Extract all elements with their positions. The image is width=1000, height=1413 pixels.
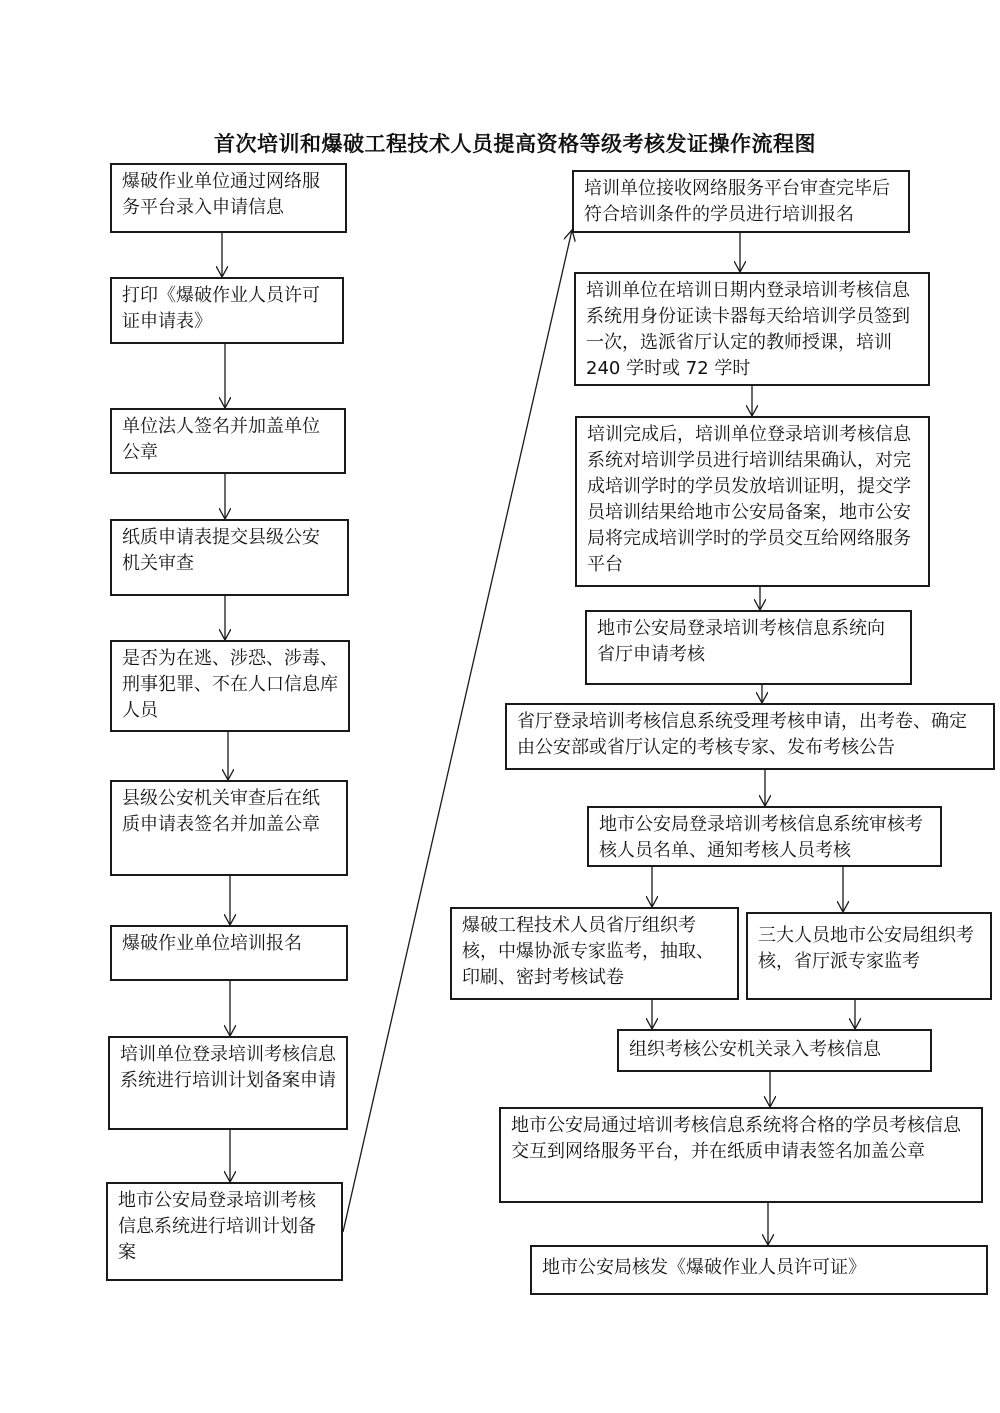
step-label: 纸质申请表提交县级公安机关审查 [122,527,320,574]
step-left-3 [110,408,346,474]
step-label: 组织考核公安机关录入考核信息 [629,1039,881,1060]
step-right-1 [572,170,910,233]
step-label: 爆破作业单位通过网络服务平台录入申请信息 [122,171,320,218]
step-label: 地市公安局通过培训考核信息系统将合格的学员考核信息交互到网络服务平台，并在纸质申请表签名加盖公章 [511,1115,961,1162]
step-final-2 [499,1107,983,1203]
step-label: 是否为在逃、涉恐、涉毒、刑事犯罪、不在人口信息库人员 [122,648,338,721]
branch-left-box [450,907,739,1000]
step-label: 培训完成后，培训单位登录培训考核信息系统对培训学员进行培训结果确认，对完成培训学时的学员发放培训证明，提交学员培训结果给地市公安局备案，地市公安局将完成培训学时的学员交互给网络服务平台 [587,424,911,575]
step-left-5 [110,640,350,732]
step-label: 地市公安局核发《爆破作业人员许可证》 [542,1257,866,1278]
flowchart-title: 首次培训和爆破工程技术人员提高资格等级考核发证操作流程图 [214,132,816,156]
branch-label: 爆破工程技术人员省厅组织考核，中爆协派专家监考，抽取、印刷、密封考核试卷 [462,915,714,988]
step-right-4 [585,610,912,685]
step-left-9 [106,1182,343,1281]
step-label: 地市公安局登录培训考核信息系统向省厅申请考核 [597,618,885,665]
step-left-2 [110,277,344,344]
step-label: 单位法人签名并加盖单位公章 [122,416,320,463]
step-label: 省厅登录培训考核信息系统受理考核申请，出考卷、确定由公安部或省厅认定的考核专家、发布考核公告 [517,711,967,758]
step-label: 打印《爆破作业人员许可证申请表》 [122,285,320,332]
step-right-5 [505,703,995,770]
step-label: 地市公安局登录培训考核信息系统审核考核人员名单、通知考核人员考核 [599,814,923,861]
step-right-6 [587,806,942,867]
step-label: 爆破作业单位培训报名 [122,933,302,954]
step-label: 地市公安局登录培训考核信息系统进行培训计划备案 [118,1190,316,1263]
branch-label: 三大人员地市公安局组织考核，省厅派专家监考 [758,925,974,972]
step-label: 培训单位接收网络服务平台审查完毕后符合培训条件的学员进行培训报名 [584,178,890,225]
step-left-8 [108,1036,348,1130]
step-left-6 [110,780,348,876]
step-label: 县级公安机关审查后在纸质申请表签名并加盖公章 [122,788,320,835]
step-left-1 [110,163,347,233]
step-final-1 [617,1029,932,1072]
step-label: 培训单位登录培训考核信息系统进行培训计划备案申请 [120,1044,336,1091]
step-label: 培训单位在培训日期内登录培训考核信息系统用身份证读卡器每天给培训学员签到一次，选派省厅认定的教师授课，培训 240 学时或 72 学时 [586,280,910,379]
step-right-3 [575,416,930,587]
step-final-3 [530,1245,988,1295]
branch-right-box [746,912,992,1000]
step-left-4 [110,519,349,596]
step-right-2 [574,272,930,386]
step-left-7 [110,925,348,981]
